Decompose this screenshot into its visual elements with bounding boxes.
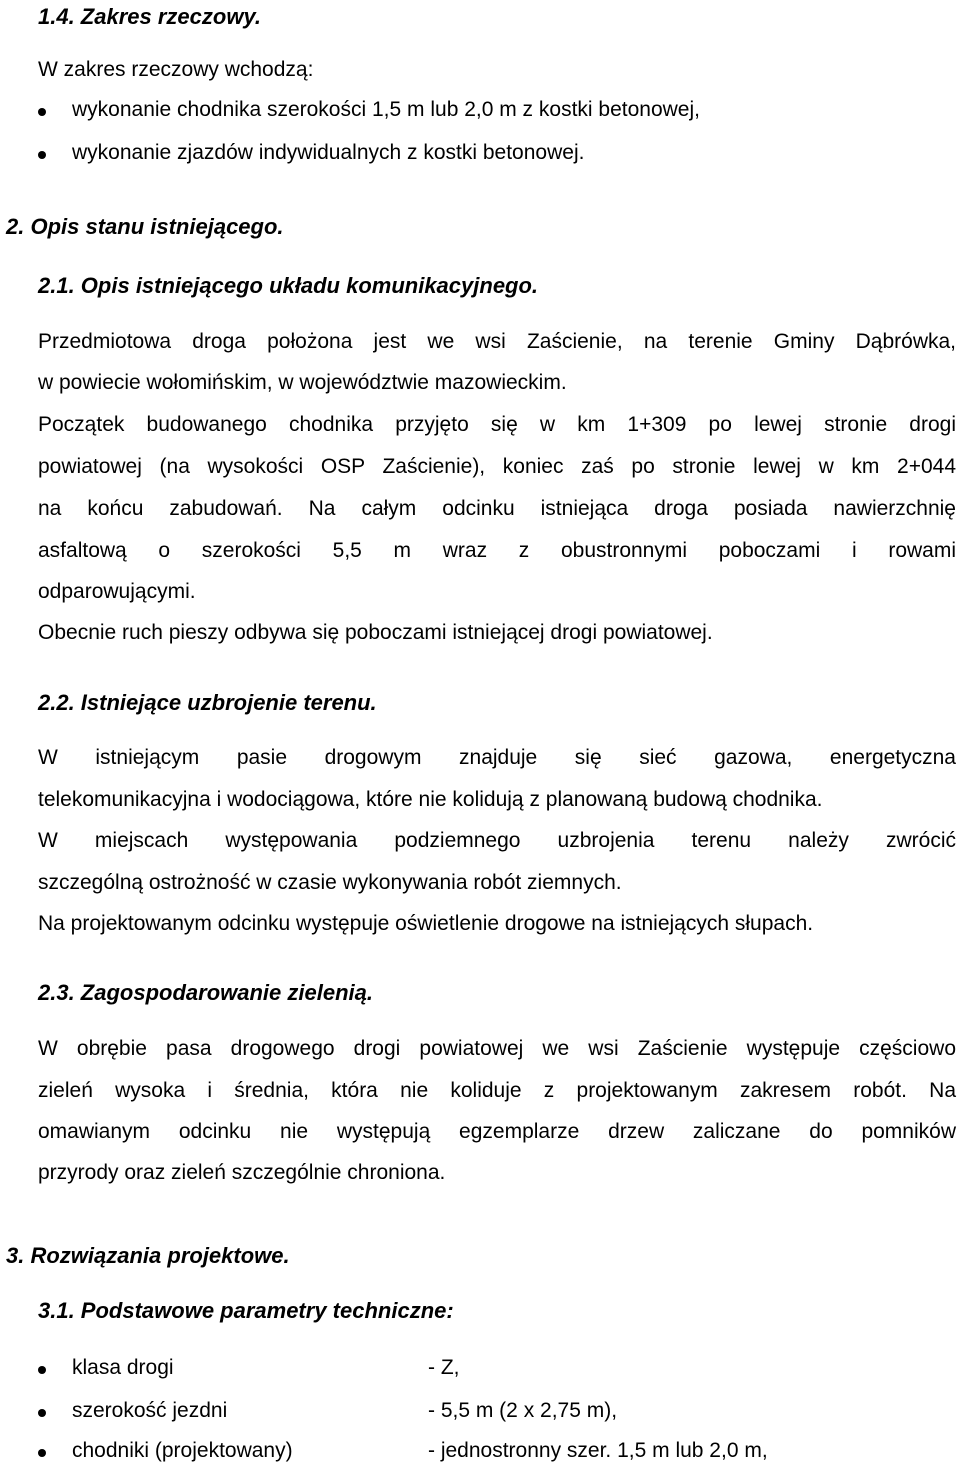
param-label: chodniki (projektowany)	[72, 1439, 293, 1462]
paragraph-line: w powiecie wołomińskim, w województwie mazowieckim.	[38, 371, 567, 394]
paragraph-line: W obrębie pasa drogowego drogi powiatowej we wsi Zaścienie występuje częściowo	[38, 1037, 956, 1060]
section-heading-2: 2. Opis stanu istniejącego.	[6, 214, 284, 239]
bullet-icon	[38, 151, 46, 159]
paragraph-line: zieleń wysoka i średnia, która nie koliduje z projektowanym zakresem robót. Na	[38, 1079, 956, 1102]
paragraph-line: powiatowej (na wysokości OSP Zaścienie), koniec zaś po stronie lewej w km 2+044	[38, 455, 956, 478]
bullet-icon	[38, 1449, 46, 1457]
section-heading-2-2: 2.2. Istniejące uzbrojenie terenu.	[38, 690, 377, 715]
scope-intro: W zakres rzeczowy wchodzą:	[38, 58, 314, 81]
paragraph-line: Na projektowanym odcinku występuje oświetlenie drogowe na istniejących słupach.	[38, 912, 814, 935]
param-value: - Z,	[428, 1356, 460, 1379]
paragraph-line: Obecnie ruch pieszy odbywa się poboczami istniejącej drogi powiatowej.	[38, 621, 713, 644]
bullet-icon	[38, 108, 46, 116]
paragraph-line: W miejscach występowania podziemnego uzbrojenia terenu należy zwrócić	[38, 829, 956, 852]
section-heading-2-3: 2.3. Zagospodarowanie zielenią.	[38, 980, 373, 1005]
paragraph-line: odparowującymi.	[38, 580, 196, 603]
param-label: klasa drogi	[72, 1356, 174, 1379]
paragraph-line: przyrody oraz zieleń szczególnie chroniona.	[38, 1161, 446, 1184]
scope-item: wykonanie chodnika szerokości 1,5 m lub 2,0 m z kostki betonowej,	[72, 98, 700, 121]
paragraph-line: omawianym odcinku nie występują egzemplarze drzew zaliczane do pomników	[38, 1120, 956, 1143]
paragraph-line: Początek budowanego chodnika przyjęto się w km 1+309 po lewej stronie drogi	[38, 413, 956, 436]
section-heading-3: 3. Rozwiązania projektowe.	[6, 1243, 290, 1268]
param-label: szerokość jezdni	[72, 1399, 228, 1422]
bullet-icon	[38, 1409, 46, 1417]
section-heading-1-4: 1.4. Zakres rzeczowy.	[38, 4, 261, 29]
section-heading-2-1: 2.1. Opis istniejącego układu komunikacyjnego.	[38, 273, 539, 298]
paragraph-line: W istniejącym pasie drogowym znajduje się sieć gazowa, energetyczna	[38, 746, 956, 769]
scope-item: wykonanie zjazdów indywidualnych z kostki betonowej.	[72, 141, 585, 164]
param-value: - jednostronny szer. 1,5 m lub 2,0 m,	[428, 1439, 768, 1462]
paragraph-line: Przedmiotowa droga położona jest we wsi Zaścienie, na terenie Gminy Dąbrówka,	[38, 330, 956, 353]
paragraph-line: telekomunikacyjna i wodociągowa, które nie kolidują z planowaną budową chodnika.	[38, 788, 823, 811]
paragraph-line: na końcu zabudowań. Na całym odcinku istniejąca droga posiada nawierzchnię	[38, 497, 956, 520]
paragraph-line: szczególną ostrożność w czasie wykonywania robót ziemnych.	[38, 871, 622, 894]
section-heading-3-1: 3.1. Podstawowe parametry techniczne:	[38, 1298, 454, 1323]
param-value: - 5,5 m (2 x 2,75 m),	[428, 1399, 618, 1422]
paragraph-line: asfaltową o szerokości 5,5 m wraz z obustronnymi poboczami i rowami	[38, 539, 956, 562]
bullet-icon	[38, 1366, 46, 1374]
